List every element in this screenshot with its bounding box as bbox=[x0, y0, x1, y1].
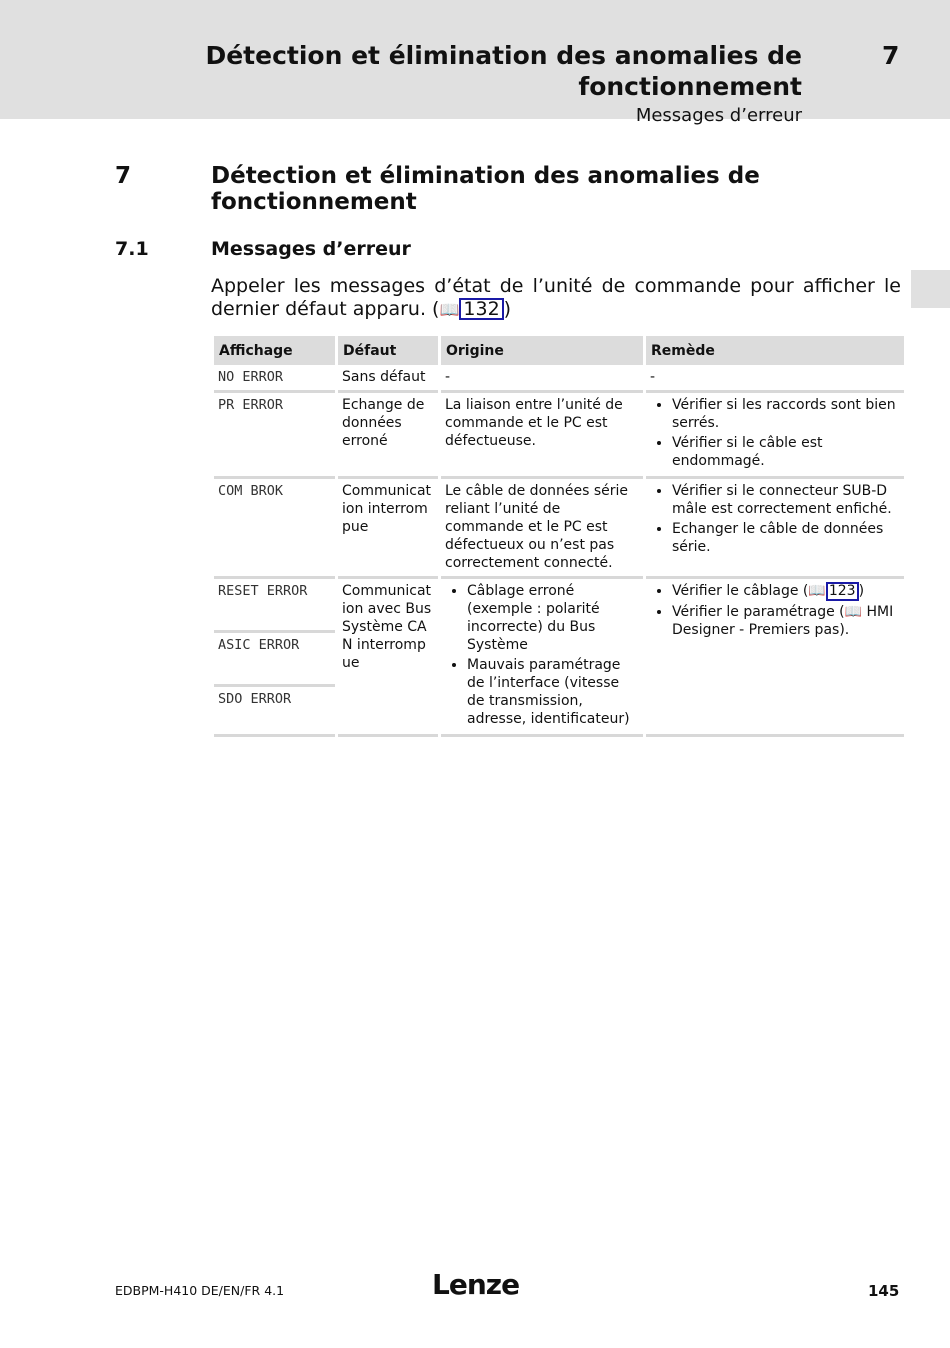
remede-item: • Vérifier si le câble est endommagé. bbox=[672, 434, 900, 470]
cell-origine: Le câble de données série reliant l’unité de commande et le PC est défectueux ou n’est pas correctement connecté. bbox=[441, 479, 643, 579]
table-row bbox=[214, 393, 904, 479]
cell-remede bbox=[646, 479, 904, 579]
cell-defaut: Communication avec Bus Système CAN interrompue bbox=[338, 579, 438, 737]
heading1-text: Détection et élimination des anomalies de fonctionnement bbox=[211, 163, 760, 215]
table-header-row bbox=[214, 336, 904, 365]
cell-defaut: Echange de données erroné bbox=[338, 393, 438, 479]
cell-code: COM BROK bbox=[214, 479, 335, 579]
cell-origine: - bbox=[441, 365, 643, 393]
page-number: 145 bbox=[868, 1282, 900, 1300]
remede-item: • Echanger le câble de données série. bbox=[672, 520, 900, 556]
remede-item bbox=[672, 582, 900, 601]
remede-text: Vérifier le paramétrage ( bbox=[672, 604, 845, 620]
page-ref-link[interactable]: 132 bbox=[459, 298, 503, 320]
header-chapter-number: 7 bbox=[882, 41, 900, 70]
table-row bbox=[214, 479, 904, 579]
cell-remede: - bbox=[646, 365, 904, 393]
col-header-affichage: Affichage bbox=[214, 336, 335, 365]
intro-text: Appeler les messages d’état de l’unité de commande pour afficher le dernier défaut apparu. ( bbox=[211, 275, 901, 320]
cell-code: SDO ERROR bbox=[214, 687, 335, 737]
heading2-number: 7.1 bbox=[115, 238, 149, 260]
header-title: Détection et élimination des anomalies de fonctionnement bbox=[205, 41, 802, 101]
book-icon: 📖 bbox=[844, 604, 863, 620]
origine-item: • Mauvais paramétrage de l’interface (vitesse de transmission, adresse, identificateur) bbox=[467, 656, 639, 728]
cell-code: ASIC ERROR bbox=[214, 633, 335, 687]
remede-item: • Vérifier si le connecteur SUB-D mâle est correctement enfiché. bbox=[672, 482, 900, 518]
heading1-number: 7 bbox=[115, 163, 132, 189]
book-icon: 📖 bbox=[439, 300, 460, 319]
remede-item bbox=[672, 603, 900, 639]
intro-close: ) bbox=[503, 298, 512, 320]
remede-item: • Vérifier si les raccords sont bien serrés. bbox=[672, 396, 900, 432]
col-header-remede: Remède bbox=[646, 336, 904, 365]
footer-doc-id: EDBPM-H410 DE/EN/FR 4.1 bbox=[115, 1283, 285, 1298]
cell-origine bbox=[441, 579, 643, 737]
header-subtitle: Messages d’erreur bbox=[635, 105, 802, 126]
cell-remede bbox=[646, 579, 904, 737]
table-row bbox=[214, 365, 904, 393]
col-header-origine: Origine bbox=[441, 336, 643, 365]
origine-item: • Câblage erroné (exemple : polarité incorrecte) du Bus Système bbox=[467, 582, 639, 654]
cell-defaut: Sans défaut bbox=[338, 365, 438, 393]
cell-code: RESET ERROR bbox=[214, 579, 335, 633]
remede-text: Vérifier le câblage ( bbox=[672, 583, 809, 599]
col-header-defaut: Défaut bbox=[338, 336, 438, 365]
cell-remede bbox=[646, 393, 904, 479]
book-icon: 📖 bbox=[808, 583, 826, 599]
remede-close: ) bbox=[858, 583, 865, 599]
lenze-logo: Lenze bbox=[432, 1268, 520, 1301]
heading2-text: Messages d’erreur bbox=[211, 238, 411, 260]
error-messages-table bbox=[211, 336, 907, 737]
intro-paragraph bbox=[211, 275, 901, 321]
page-ref-link[interactable]: 123 bbox=[826, 582, 859, 601]
chapter-side-tab bbox=[911, 270, 950, 308]
remede-doc-ref: HMI Designer - Premiers pas). bbox=[672, 604, 894, 638]
cell-defaut: Communication interrompue bbox=[338, 479, 438, 579]
cell-code: PR ERROR bbox=[214, 393, 335, 479]
cell-code: NO ERROR bbox=[214, 365, 335, 393]
table-row bbox=[214, 579, 904, 633]
cell-origine: La liaison entre l’unité de commande et le PC est défectueuse. bbox=[441, 393, 643, 479]
